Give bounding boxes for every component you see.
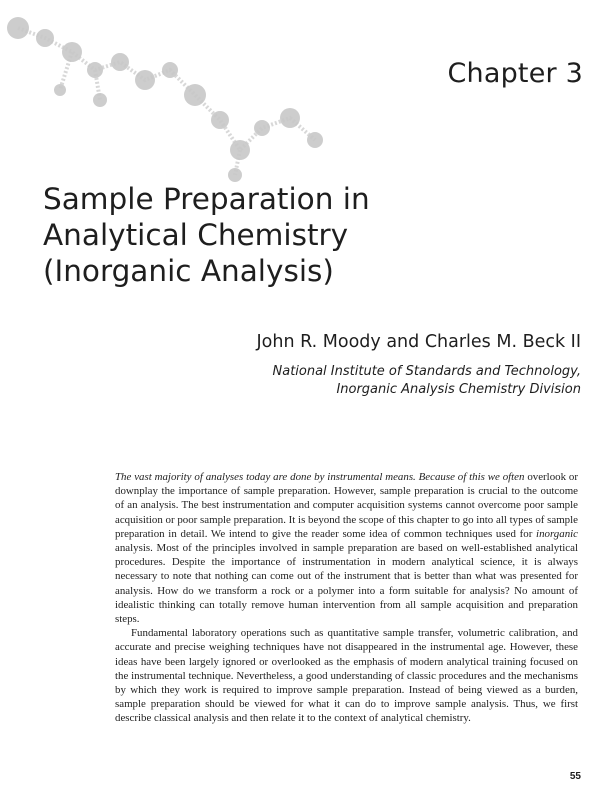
chapter-title-line: Analytical Chemistry (43, 218, 349, 252)
lead-in-sentence: The vast majority of analyses today are done by instrumental means. Because of this we often (115, 471, 525, 483)
emphasis: inorganic (536, 527, 578, 540)
chapter-label: Chapter 3 (447, 58, 583, 89)
affiliation-line: National Institute of Standards and Technology, (272, 364, 581, 379)
body-text (115, 470, 578, 726)
affiliation (273, 363, 582, 399)
affiliation-line: Inorganic Analysis Chemistry Division (336, 382, 581, 397)
chapter-title (43, 181, 563, 289)
page-number: 55 (569, 771, 581, 782)
body-paragraph: The vast majority of analyses today are done by instrumental means. Because of this we often overlook or downplay the importance of sample preparation. However, sample preparation is crucial to the outcome of an analysis. The best instrumentation and computer acquisition systems cannot overcome poor sample acquisition or poor sample preparation. It is beyond the scope of this chapter to go into all types of sample preparation in detail. We intend to give the reader some idea of common techniques used for inorganic analysis. Most of the principles involved in sample preparation are based on well-established analytical procedures. Despite the importance of instrumentation in modern analytical science, it is always necessary to note that nothing can come out of the instrument that is better than what was presented for analysis. How do we transform a rock or a polymer into a form suitable for analysis? No amount of idealistic thinking can totally remove human intervention from all sample acquisition and preparation steps. (115, 471, 578, 626)
chapter-title-line: Sample Preparation in (43, 182, 370, 216)
authors: John R. Moody and Charles M. Beck II (256, 332, 581, 352)
molecule-decoration-icon (0, 0, 330, 200)
body-paragraph: Fundamental laboratory operations such as quantitative sample transfer, volumetric calibration, and accurate and precise weighing techniques have not disappeared in the instrumental age. However, these ideas have been largely ignored or overlooked as the emphasis of modern analytical training focused on the instrumental technique. Nevertheless, a good understanding of classic procedures and the mechanisms by which they work is required to improve sample preparation. Instead of being viewed as a burden, sample preparation should be viewed for what it can do to improve sample analysis. Thus, we first describe classical analysis and then relate it to the context of analytical chemistry. (115, 627, 578, 725)
chapter-title-line: (Inorganic Analysis) (43, 254, 334, 288)
